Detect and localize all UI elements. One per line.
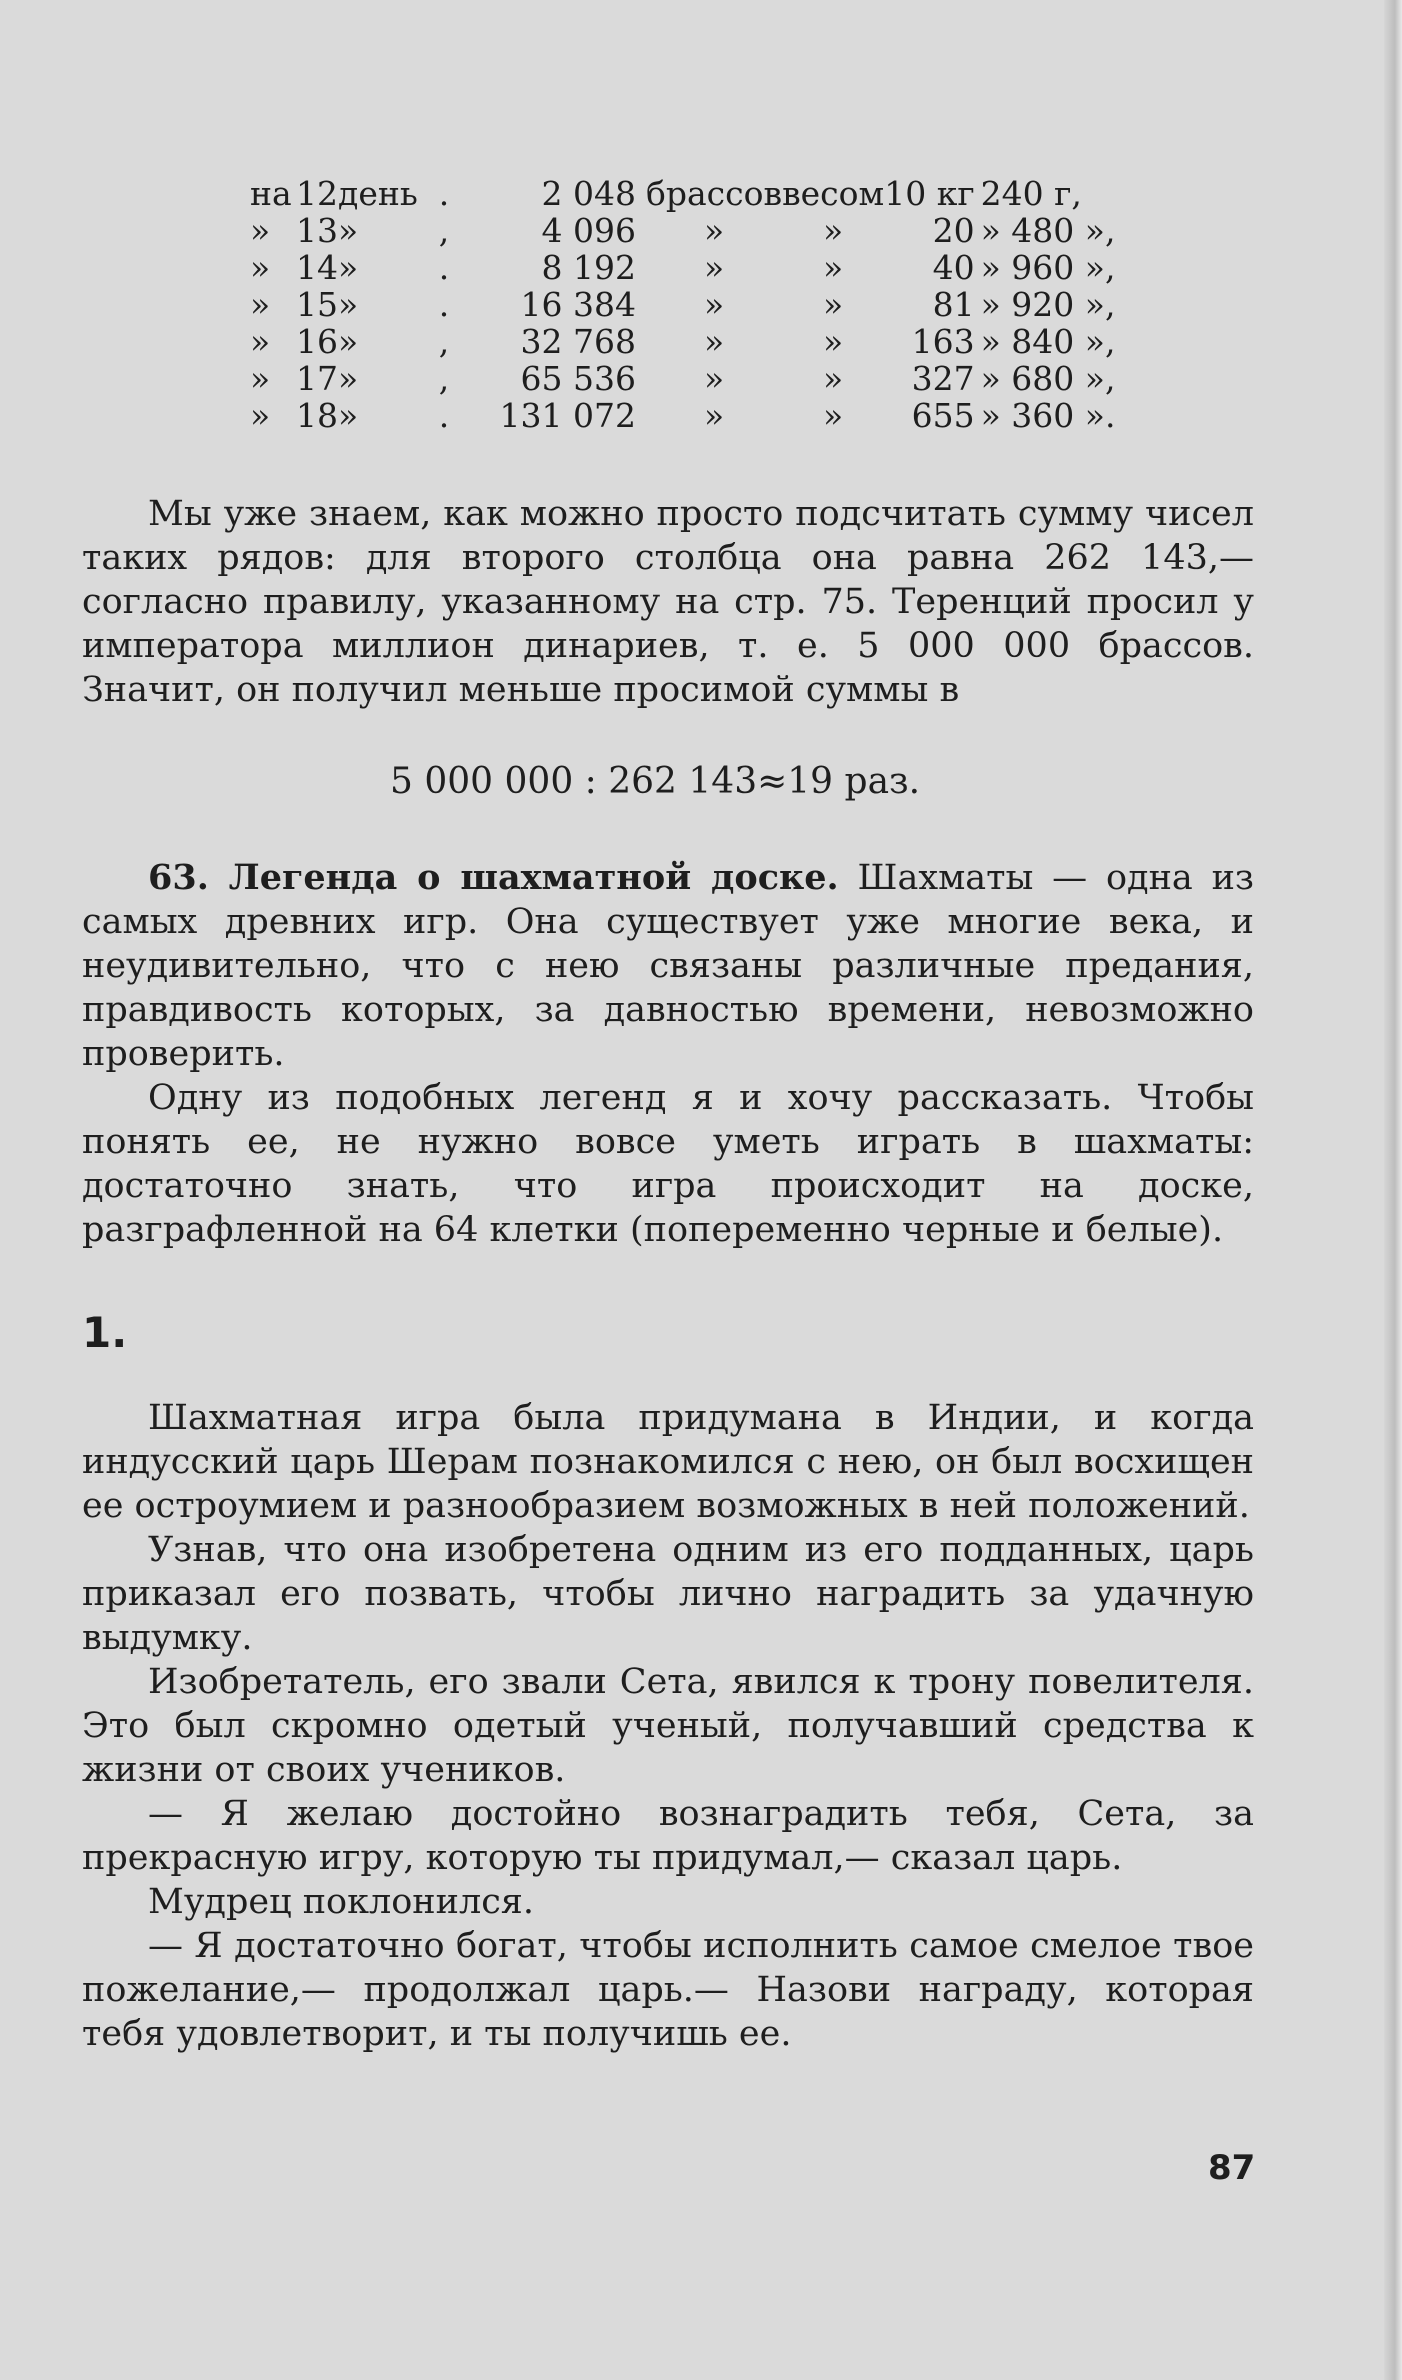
table-cell-value: 16 384 xyxy=(520,285,636,324)
table-cell-kg: 655 xyxy=(911,396,975,435)
table-cell-day: 15 xyxy=(296,285,338,324)
section-63-heading: 63. Легенда о шахматной доске. xyxy=(148,857,839,898)
table-cell-dot: . xyxy=(438,396,450,435)
table-cell-g: » 680 », xyxy=(980,359,1116,398)
table-cell-unit-day: » xyxy=(338,285,359,324)
table-cell-value: 2 048 xyxy=(541,174,636,213)
table-cell-g: 240 г, xyxy=(980,174,1082,213)
table-cell-dot: . xyxy=(438,174,450,213)
story-block xyxy=(82,1396,1254,2056)
table-cell-dot: , xyxy=(438,322,450,361)
section-number: 1. xyxy=(82,1308,128,1357)
table-cell-value: 131 072 xyxy=(499,396,636,435)
table-cell-day: 16 xyxy=(296,322,338,361)
section-63-text: Шахматы — одна из самых древних игр. Она существует уже многие века, и неудивительно, что с нею связаны различные предания, правдивость которых, за давностью времени, невозможно проверить. xyxy=(82,858,1254,1074)
table-cell-dot: , xyxy=(438,359,450,398)
table-cell-dot: . xyxy=(438,248,450,287)
table-cell-pre: на xyxy=(250,174,292,213)
table-cell-unit-day: » xyxy=(338,359,359,398)
table-cell-pre: » xyxy=(250,248,271,287)
table-cell-w: » xyxy=(823,211,844,250)
paragraph-1: Мы уже знаем, как можно просто подсчитать сумму чисел таких рядов: для второго столбца она равна 262 143,— согласно правилу, указанному на стр. 75. Теренций просил у императора миллион динариев, т. е. 5 000 000 брассов. Значит, он получил меньше просимой суммы в xyxy=(82,494,1254,710)
table-cell-kg: 20 xyxy=(932,211,975,250)
table-cell-w: » xyxy=(823,322,844,361)
table-cell-pre: » xyxy=(250,359,271,398)
table-cell-unit: » xyxy=(703,322,725,361)
section-63-block xyxy=(82,856,1254,1252)
table-cell-unit: брассов xyxy=(646,174,783,213)
table-cell-unit: » xyxy=(703,396,725,435)
table-cell-g: » 960 », xyxy=(980,248,1116,287)
table-row xyxy=(250,397,1115,434)
paragraph-1-block xyxy=(82,492,1254,712)
paragraph-2: Одну из подобных легенд я и хочу рассказать. Чтобы понять ее, не нужно вовсе уметь играть в шахматы: достаточно знать, что игра происходит на доске, разграфленной на 64 клетки (попеременно черные и белые). xyxy=(82,1078,1254,1250)
table-cell-w: » xyxy=(823,285,844,324)
table-cell-w: » xyxy=(823,248,844,287)
table-cell-kg: 81 xyxy=(932,285,975,324)
table-cell-pre: » xyxy=(250,396,271,435)
weight-table xyxy=(250,175,1115,434)
table-cell-kg: 163 xyxy=(911,322,975,361)
page-edge xyxy=(1384,0,1402,2380)
table-cell-kg: 10 кг xyxy=(884,174,975,213)
table-cell-g: » 480 », xyxy=(980,211,1116,250)
table-cell-day: 13 xyxy=(296,211,338,250)
table-cell-day: 12 xyxy=(296,174,338,213)
table-row xyxy=(250,212,1115,249)
table-cell-unit-day: » xyxy=(338,396,359,435)
table-cell-unit-day: » xyxy=(338,248,359,287)
table-cell-w: » xyxy=(823,359,844,398)
table-cell-g: » 360 ». xyxy=(980,396,1116,435)
table-cell-unit: » xyxy=(703,359,725,398)
table-cell-unit-day: » xyxy=(338,211,359,250)
table-cell-unit-day: день xyxy=(338,174,418,213)
table-cell-dot: . xyxy=(438,285,450,324)
table-cell-pre: » xyxy=(250,285,271,324)
paragraph-6: — Я желаю достойно вознаградить тебя, Сета, за прекрасную игру, которую ты придумал,— сказал царь. xyxy=(82,1794,1254,1878)
table-cell-value: 32 768 xyxy=(520,322,636,361)
table-cell-pre: » xyxy=(250,322,271,361)
division-formula: 5 000 000 : 262 143≈19 раз. xyxy=(390,761,921,802)
paragraph-5: Изобретатель, его звали Сета, явился к трону повелителя. Это был скромно одетый ученый, получавший средства к жизни от своих учеников. xyxy=(82,1662,1254,1790)
table-cell-day: 14 xyxy=(296,248,338,287)
table-row xyxy=(250,286,1115,323)
table-cell-unit: » xyxy=(703,211,725,250)
table-cell-unit-day: » xyxy=(338,322,359,361)
table-cell-g: » 840 », xyxy=(980,322,1116,361)
paragraph-7: Мудрец поклонился. xyxy=(148,1882,535,1922)
table-row xyxy=(250,175,1115,212)
table-cell-day: 17 xyxy=(296,359,338,398)
paragraph-4: Узнав, что она изобретена одним из его подданных, царь приказал его позвать, чтобы лично наградить за удачную выдумку. xyxy=(82,1530,1254,1658)
table-cell-unit: » xyxy=(703,248,725,287)
table-cell-g: » 920 », xyxy=(980,285,1116,324)
paragraph-3: Шахматная игра была придумана в Индии, и когда индусский царь Шерам познакомился с нею, он был восхищен ее остроумием и разнообразием возможных в ней положений. xyxy=(82,1398,1254,1526)
table-cell-value: 8 192 xyxy=(541,248,636,287)
table-cell-day: 18 xyxy=(296,396,338,435)
page-number: 87 xyxy=(1208,2148,1256,2188)
table-cell-dot: , xyxy=(438,211,450,250)
table-cell-w: » xyxy=(823,396,844,435)
table-cell-kg: 40 xyxy=(932,248,975,287)
table-row xyxy=(250,249,1115,286)
paragraph-8: — Я достаточно богат, чтобы исполнить самое смелое твое пожелание,— продолжал царь.— Назови награду, которая тебя удовлетворит, и ты получишь ее. xyxy=(82,1926,1254,2054)
table-cell-pre: » xyxy=(250,211,271,250)
table-cell-w: весом xyxy=(782,174,885,213)
table-cell-value: 4 096 xyxy=(541,211,636,250)
table-cell-value: 65 536 xyxy=(520,359,636,398)
table-row xyxy=(250,323,1115,360)
table-cell-unit: » xyxy=(703,285,725,324)
section-63-paragraph xyxy=(82,856,1254,1076)
table-cell-kg: 327 xyxy=(911,359,975,398)
table-row xyxy=(250,360,1115,397)
